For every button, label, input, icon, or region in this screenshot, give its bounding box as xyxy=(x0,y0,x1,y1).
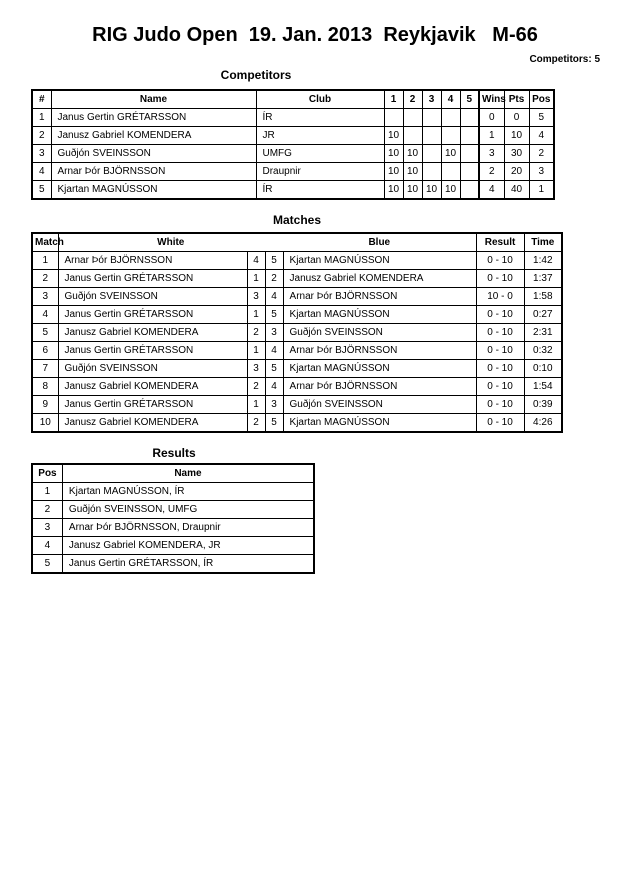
table-row xyxy=(32,483,314,501)
white-num: 1 xyxy=(247,306,265,324)
competitor-pos: 1 xyxy=(529,181,554,200)
col-header-m1: 1 xyxy=(384,90,403,109)
result-name: Kjartan MAGNÚSSON, ÍR xyxy=(62,483,314,501)
table-row xyxy=(32,127,554,145)
col-header-num: # xyxy=(32,90,51,109)
match-num: 4 xyxy=(32,306,58,324)
col-header-club: Club xyxy=(256,90,384,109)
competitor-num: 1 xyxy=(32,109,51,127)
table-row xyxy=(32,163,554,181)
white-num: 2 xyxy=(247,414,265,433)
results-table xyxy=(31,463,315,574)
result-pos: 2 xyxy=(32,501,62,519)
table-row xyxy=(32,555,314,574)
table-row xyxy=(32,537,314,555)
blue-competitor: Arnar Þór BJÖRNSSON xyxy=(283,342,476,360)
blue-competitor: Kjartan MAGNÚSSON xyxy=(283,414,476,433)
blue-num: 5 xyxy=(265,306,283,324)
competitor-name: Kjartan MAGNÚSSON xyxy=(51,181,256,200)
score-m2: 10 xyxy=(403,163,422,181)
blue-competitor: Kjartan MAGNÚSSON xyxy=(283,360,476,378)
competitor-name: Janus Gertin GRÉTARSSON xyxy=(51,109,256,127)
match-time: 0:39 xyxy=(524,396,562,414)
blue-num: 3 xyxy=(265,396,283,414)
table-row xyxy=(32,519,314,537)
competitor-pos: 5 xyxy=(529,109,554,127)
col-header-time: Time xyxy=(524,233,562,252)
competitor-club: UMFG xyxy=(256,145,384,163)
table-row xyxy=(32,306,562,324)
competitor-pos: 3 xyxy=(529,163,554,181)
score-m2 xyxy=(403,109,422,127)
col-header-m5: 5 xyxy=(460,90,479,109)
blue-num: 5 xyxy=(265,252,283,270)
white-competitor: Janusz Gabriel KOMENDERA xyxy=(58,378,247,396)
blue-competitor: Arnar Þór BJÖRNSSON xyxy=(283,378,476,396)
blue-num: 4 xyxy=(265,288,283,306)
score-m5 xyxy=(460,127,479,145)
competitor-wins: 3 xyxy=(479,145,504,163)
match-time: 2:31 xyxy=(524,324,562,342)
table-row xyxy=(32,288,562,306)
match-time: 1:42 xyxy=(524,252,562,270)
table-row xyxy=(32,396,562,414)
result-name: Janusz Gabriel KOMENDERA, JR xyxy=(62,537,314,555)
white-competitor: Arnar Þór BJÖRNSSON xyxy=(58,252,247,270)
competitor-wins: 1 xyxy=(479,127,504,145)
match-num: 9 xyxy=(32,396,58,414)
table-row xyxy=(32,342,562,360)
white-competitor: Janus Gertin GRÉTARSSON xyxy=(58,342,247,360)
score-m3 xyxy=(422,163,441,181)
matches-table xyxy=(31,232,563,433)
col-header-result: Result xyxy=(476,233,524,252)
match-time: 4:26 xyxy=(524,414,562,433)
page-title: RIG Judo Open 19. Jan. 2013 Reykjavik M-66 xyxy=(92,24,538,46)
match-result: 0 - 10 xyxy=(476,360,524,378)
score-m4: 10 xyxy=(441,181,460,200)
result-pos: 1 xyxy=(32,483,62,501)
competitor-pts: 0 xyxy=(504,109,529,127)
competitor-pos: 4 xyxy=(529,127,554,145)
competitor-wins: 4 xyxy=(479,181,504,200)
match-time: 0:10 xyxy=(524,360,562,378)
match-result: 0 - 10 xyxy=(476,252,524,270)
blue-num: 5 xyxy=(265,414,283,433)
score-m1: 10 xyxy=(384,127,403,145)
competitor-name: Janusz Gabriel KOMENDERA xyxy=(51,127,256,145)
match-time: 0:32 xyxy=(524,342,562,360)
result-name: Guðjón SVEINSSON, UMFG xyxy=(62,501,314,519)
competitor-pts: 30 xyxy=(504,145,529,163)
competitor-name: Guðjón SVEINSSON xyxy=(51,145,256,163)
match-time: 1:54 xyxy=(524,378,562,396)
match-num: 1 xyxy=(32,252,58,270)
white-num: 2 xyxy=(247,324,265,342)
table-row xyxy=(32,181,554,200)
white-competitor: Guðjón SVEINSSON xyxy=(58,288,247,306)
table-row xyxy=(32,378,562,396)
score-m1: 10 xyxy=(384,163,403,181)
competitor-wins: 0 xyxy=(479,109,504,127)
score-m3 xyxy=(422,127,441,145)
white-competitor: Janus Gertin GRÉTARSSON xyxy=(58,396,247,414)
match-result: 10 - 0 xyxy=(476,288,524,306)
col-header-m2: 2 xyxy=(403,90,422,109)
score-m2: 10 xyxy=(403,145,422,163)
white-num: 2 xyxy=(247,378,265,396)
table-row xyxy=(32,109,554,127)
match-result: 0 - 10 xyxy=(476,378,524,396)
table-row xyxy=(32,145,554,163)
table-row xyxy=(32,501,314,519)
table-row xyxy=(32,270,562,288)
match-result: 0 - 10 xyxy=(476,396,524,414)
score-m1: 10 xyxy=(384,181,403,200)
match-num: 8 xyxy=(32,378,58,396)
score-m4 xyxy=(441,109,460,127)
competitor-club: JR xyxy=(256,127,384,145)
score-m4 xyxy=(441,127,460,145)
competitor-num: 4 xyxy=(32,163,51,181)
match-num: 3 xyxy=(32,288,58,306)
score-m5 xyxy=(460,145,479,163)
competitor-num: 5 xyxy=(32,181,51,200)
competitor-pos: 2 xyxy=(529,145,554,163)
match-result: 0 - 10 xyxy=(476,324,524,342)
col-header-name: Name xyxy=(51,90,256,109)
match-result: 0 - 10 xyxy=(476,414,524,433)
blue-num: 2 xyxy=(265,270,283,288)
white-competitor: Janusz Gabriel KOMENDERA xyxy=(58,324,247,342)
white-num: 3 xyxy=(247,360,265,378)
matches-section-title: Matches xyxy=(272,213,322,227)
score-m1 xyxy=(384,109,403,127)
score-m5 xyxy=(460,109,479,127)
competitor-num: 2 xyxy=(32,127,51,145)
blue-num: 4 xyxy=(265,378,283,396)
white-num: 1 xyxy=(247,396,265,414)
match-time: 0:27 xyxy=(524,306,562,324)
match-num: 7 xyxy=(32,360,58,378)
match-num: 10 xyxy=(32,414,58,433)
white-competitor: Janus Gertin GRÉTARSSON xyxy=(58,306,247,324)
table-row xyxy=(32,360,562,378)
score-m5 xyxy=(460,181,479,200)
col-header-match: Match xyxy=(32,233,58,252)
score-m3 xyxy=(422,145,441,163)
score-m1: 10 xyxy=(384,145,403,163)
white-num: 3 xyxy=(247,288,265,306)
result-pos: 4 xyxy=(32,537,62,555)
col-header-pos: Pos xyxy=(529,90,554,109)
competitor-num: 3 xyxy=(32,145,51,163)
col-header-pos: Pos xyxy=(32,464,62,483)
match-num: 2 xyxy=(32,270,58,288)
col-header-pts: Pts xyxy=(504,90,529,109)
col-header-white: White xyxy=(58,233,283,252)
score-m3 xyxy=(422,109,441,127)
match-result: 0 - 10 xyxy=(476,306,524,324)
table-row xyxy=(32,324,562,342)
col-header-blue: Blue xyxy=(283,233,476,252)
blue-competitor: Kjartan MAGNÚSSON xyxy=(283,306,476,324)
score-m5 xyxy=(460,163,479,181)
blue-competitor: Guðjón SVEINSSON xyxy=(283,396,476,414)
competitors-table xyxy=(31,89,555,200)
competitor-club: Draupnir xyxy=(256,163,384,181)
blue-competitor: Guðjón SVEINSSON xyxy=(283,324,476,342)
blue-competitor: Janusz Gabriel KOMENDERA xyxy=(283,270,476,288)
match-time: 1:58 xyxy=(524,288,562,306)
col-header-name: Name xyxy=(62,464,314,483)
match-time: 1:37 xyxy=(524,270,562,288)
competitor-pts: 10 xyxy=(504,127,529,145)
competitor-club: ÍR xyxy=(256,109,384,127)
white-num: 4 xyxy=(247,252,265,270)
score-m3: 10 xyxy=(422,181,441,200)
table-row xyxy=(32,414,562,433)
blue-num: 5 xyxy=(265,360,283,378)
competitors-count: Competitors: 5 xyxy=(529,54,600,65)
white-competitor: Guðjón SVEINSSON xyxy=(58,360,247,378)
match-result: 0 - 10 xyxy=(476,270,524,288)
blue-competitor: Arnar Þór BJÖRNSSON xyxy=(283,288,476,306)
score-m2: 10 xyxy=(403,181,422,200)
table-row xyxy=(32,252,562,270)
competitor-name: Arnar Þór BJÖRNSSON xyxy=(51,163,256,181)
competitor-wins: 2 xyxy=(479,163,504,181)
col-header-m4: 4 xyxy=(441,90,460,109)
white-competitor: Janusz Gabriel KOMENDERA xyxy=(58,414,247,433)
result-pos: 3 xyxy=(32,519,62,537)
match-num: 5 xyxy=(32,324,58,342)
match-result: 0 - 10 xyxy=(476,342,524,360)
competitor-pts: 40 xyxy=(504,181,529,200)
score-m2 xyxy=(403,127,422,145)
results-header-row xyxy=(32,464,314,483)
result-name: Janus Gertin GRÉTARSSON, ÍR xyxy=(62,555,314,574)
white-num: 1 xyxy=(247,342,265,360)
matches-header-row xyxy=(32,233,562,252)
score-m4 xyxy=(441,163,460,181)
blue-num: 4 xyxy=(265,342,283,360)
competitors-section-title: Competitors xyxy=(220,68,292,82)
match-num: 6 xyxy=(32,342,58,360)
col-header-wins: Wins xyxy=(479,90,504,109)
competitor-club: ÍR xyxy=(256,181,384,200)
white-competitor: Janus Gertin GRÉTARSSON xyxy=(58,270,247,288)
result-pos: 5 xyxy=(32,555,62,574)
result-name: Arnar Þór BJÖRNSSON, Draupnir xyxy=(62,519,314,537)
competitors-header-row xyxy=(32,90,554,109)
competitor-pts: 20 xyxy=(504,163,529,181)
col-header-m3: 3 xyxy=(422,90,441,109)
results-section-title: Results xyxy=(152,446,196,460)
blue-num: 3 xyxy=(265,324,283,342)
score-m4: 10 xyxy=(441,145,460,163)
blue-competitor: Kjartan MAGNÚSSON xyxy=(283,252,476,270)
white-num: 1 xyxy=(247,270,265,288)
